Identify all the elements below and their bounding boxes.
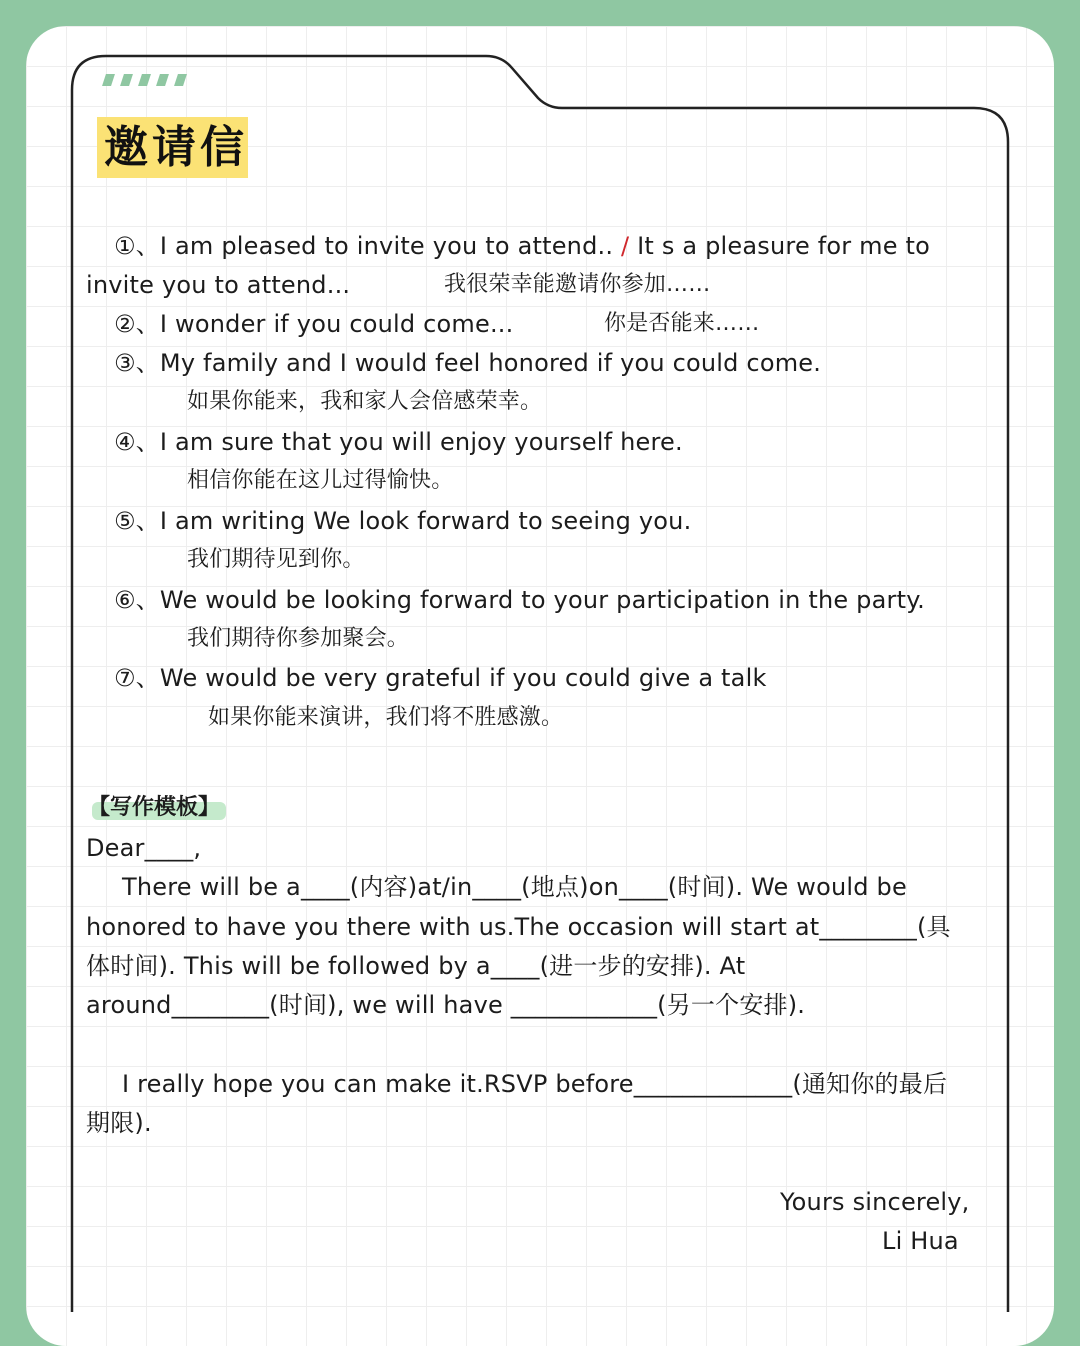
phrase-5-en: ⑤、I am writing We look forward to seeing you. bbox=[114, 507, 692, 535]
phrase-1-line bbox=[114, 231, 930, 261]
phrase-3-en: ③、My family and I would feel honored if you could come. bbox=[114, 349, 822, 377]
phrase-1-en: ①、I am pleased to invite you to attend.. bbox=[114, 232, 621, 260]
phrase-1-en-wrap: invite you to attend... bbox=[86, 271, 351, 299]
phrase-7-zh: 如果你能来演讲，我们将不胜感激。 bbox=[208, 705, 564, 730]
closing: Yours sincerely, bbox=[780, 1188, 970, 1216]
page-title: 邀请信 bbox=[104, 122, 248, 173]
phrase-1-en-cont: It s a pleasure for me to bbox=[629, 232, 931, 260]
template-line-2: There will be a____(内容)at/in____(地点)on____(时间). We would be bbox=[122, 873, 907, 901]
template-line-3: honored to have you there with us.The occasion will start at________(具 bbox=[86, 913, 951, 941]
phrase-4-zh: 相信你能在这儿过得愉快。 bbox=[187, 468, 454, 493]
template-line-4: 体时间). This will be followed by a____(进一步的安排). At bbox=[86, 952, 746, 980]
template-line-5: around________(时间), we will have ____________(另一个安排). bbox=[86, 991, 806, 1019]
red-slash: / bbox=[621, 232, 630, 260]
phrase-4-en: ④、I am sure that you will enjoy yourself here. bbox=[114, 428, 683, 456]
template-line-7: 期限). bbox=[86, 1109, 152, 1137]
template-greeting: Dear____, bbox=[86, 834, 202, 862]
phrase-6-en: ⑥、We would be looking forward to your participation in the party. bbox=[114, 586, 925, 614]
phrase-2-en: ②、I wonder if you could come... bbox=[114, 310, 514, 338]
template-line-6: I really hope you can make it.RSVP before_____________(通知你的最后 bbox=[122, 1070, 948, 1098]
phrase-2-zh: 你是否能来…… bbox=[604, 311, 760, 336]
signature: Li Hua bbox=[882, 1227, 959, 1255]
phrase-1-zh: 我很荣幸能邀请你参加…… bbox=[444, 272, 711, 297]
phrase-3-zh: 如果你能来，我和家人会倍感荣幸。 bbox=[187, 389, 543, 414]
phrase-6-zh: 我们期待你参加聚会。 bbox=[187, 626, 410, 651]
phrase-7-en: ⑦、We would be very grateful if you could give a talk bbox=[114, 664, 767, 692]
phrase-5-zh: 我们期待见到你。 bbox=[187, 547, 365, 572]
decorative-dashes bbox=[104, 74, 185, 86]
template-label: 【写作模板】 bbox=[88, 795, 221, 820]
